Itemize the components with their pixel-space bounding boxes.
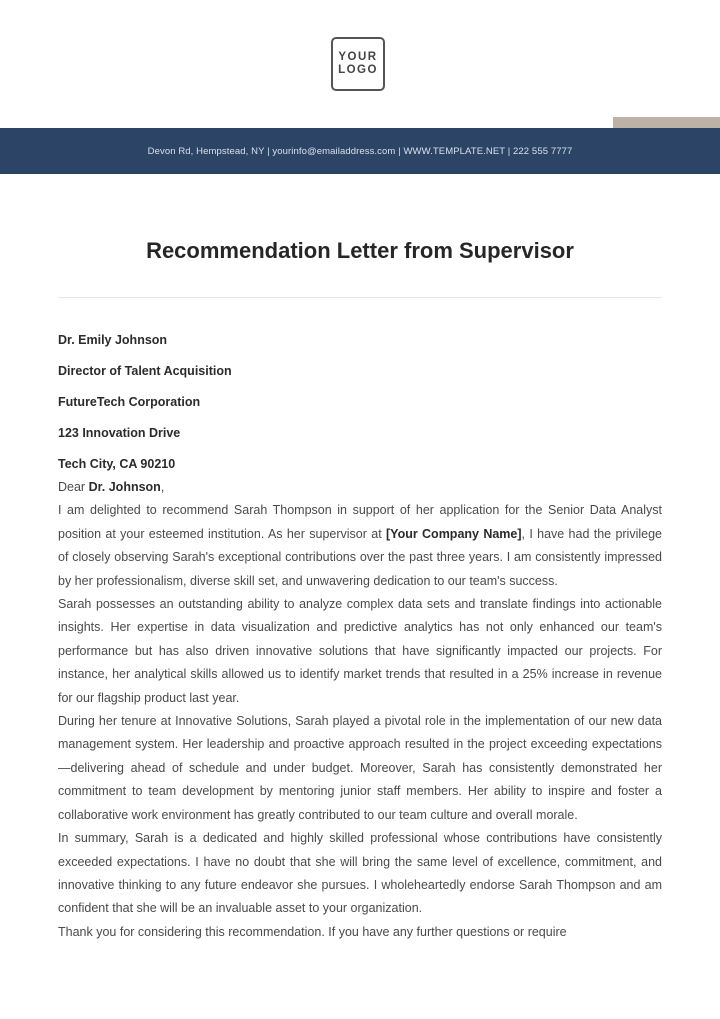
header-contact-bar bbox=[0, 128, 720, 174]
paragraph-1 bbox=[58, 499, 662, 593]
greeting-suffix: , bbox=[160, 480, 165, 494]
logo-text-line1: YOUR bbox=[338, 51, 378, 63]
paragraph-4: In summary, Sarah is a dedicated and highly skilled professional whose contributions have consistently exceeded expectations. I have no doubt that she will bring the same level of excellence, commitment, and innovative thinking to any future endeavor she pursues. I wholeheartedly endorse Sarah Thompson and am confident that she will be an invaluable asset to your organization. bbox=[58, 831, 662, 916]
logo-placeholder bbox=[331, 37, 385, 91]
recipient-block bbox=[58, 330, 662, 485]
recipient-position: Director of Talent Acquisition bbox=[58, 364, 232, 378]
paragraph-5: Thank you for considering this recommendation. If you have any further questions or require bbox=[58, 924, 567, 939]
recipient-company: FutureTech Corporation bbox=[58, 395, 201, 409]
contact-info: Devon Rd, Hempstead, NY | yourinfo@emailaddress.com | WWW.TEMPLATE.NET | 222 555 7777 bbox=[147, 145, 573, 157]
greeting-name: Dr. Johnson bbox=[88, 480, 161, 494]
recipient-name: Dr. Emily Johnson bbox=[58, 333, 168, 347]
company-placeholder: [Your Company Name] bbox=[386, 526, 522, 541]
greeting bbox=[58, 476, 662, 499]
letter-body bbox=[58, 476, 662, 944]
paragraph-1-b: , I have had the privilege of closely observing Sarah's exceptional contributions over the past three years. I am consistently impressed by her professionalism, diverse skill set, and unwavering dedication to our team's success. bbox=[58, 526, 662, 588]
header-accent-tab bbox=[613, 117, 720, 128]
paragraph-3: During her tenure at Innovative Solutions, Sarah played a pivotal role in the implementation of our new data management system. Her leadership and proactive approach resulted in the project exceeding expectations—delivering ahead of schedule and under budget. Moreover, Sarah has consistently demonstrated her commitment to team development by mentoring junior staff members. Her ability to inspire and foster a collaborative work environment has greatly contributed to our team culture and overall morale. bbox=[58, 714, 662, 822]
document-title: Recommendation Letter from Supervisor bbox=[146, 238, 574, 263]
logo-text-line2: LOGO bbox=[338, 64, 378, 76]
greeting-prefix: Dear bbox=[58, 480, 89, 494]
paragraph-1-a: I am delighted to recommend Sarah Thompson in support of her application for the Senior Data Analyst position at your esteemed institution. As her supervisor at bbox=[58, 503, 662, 541]
recipient-city: Tech City, CA 90210 bbox=[58, 457, 176, 471]
recipient-street: 123 Innovation Drive bbox=[58, 426, 181, 440]
paragraph-2: Sarah possesses an outstanding ability to analyze complex data sets and translate findings into actionable insights. Her expertise in data visualization and predictive analytics has not only enhanced our team's performance but has also driven innovative solutions that have significantly impacted our projects. For instance, her analytical skills allowed us to identify market trends that resulted in a 25% increase in revenue for our flagship product last year. bbox=[58, 597, 662, 705]
title-divider bbox=[58, 297, 662, 298]
